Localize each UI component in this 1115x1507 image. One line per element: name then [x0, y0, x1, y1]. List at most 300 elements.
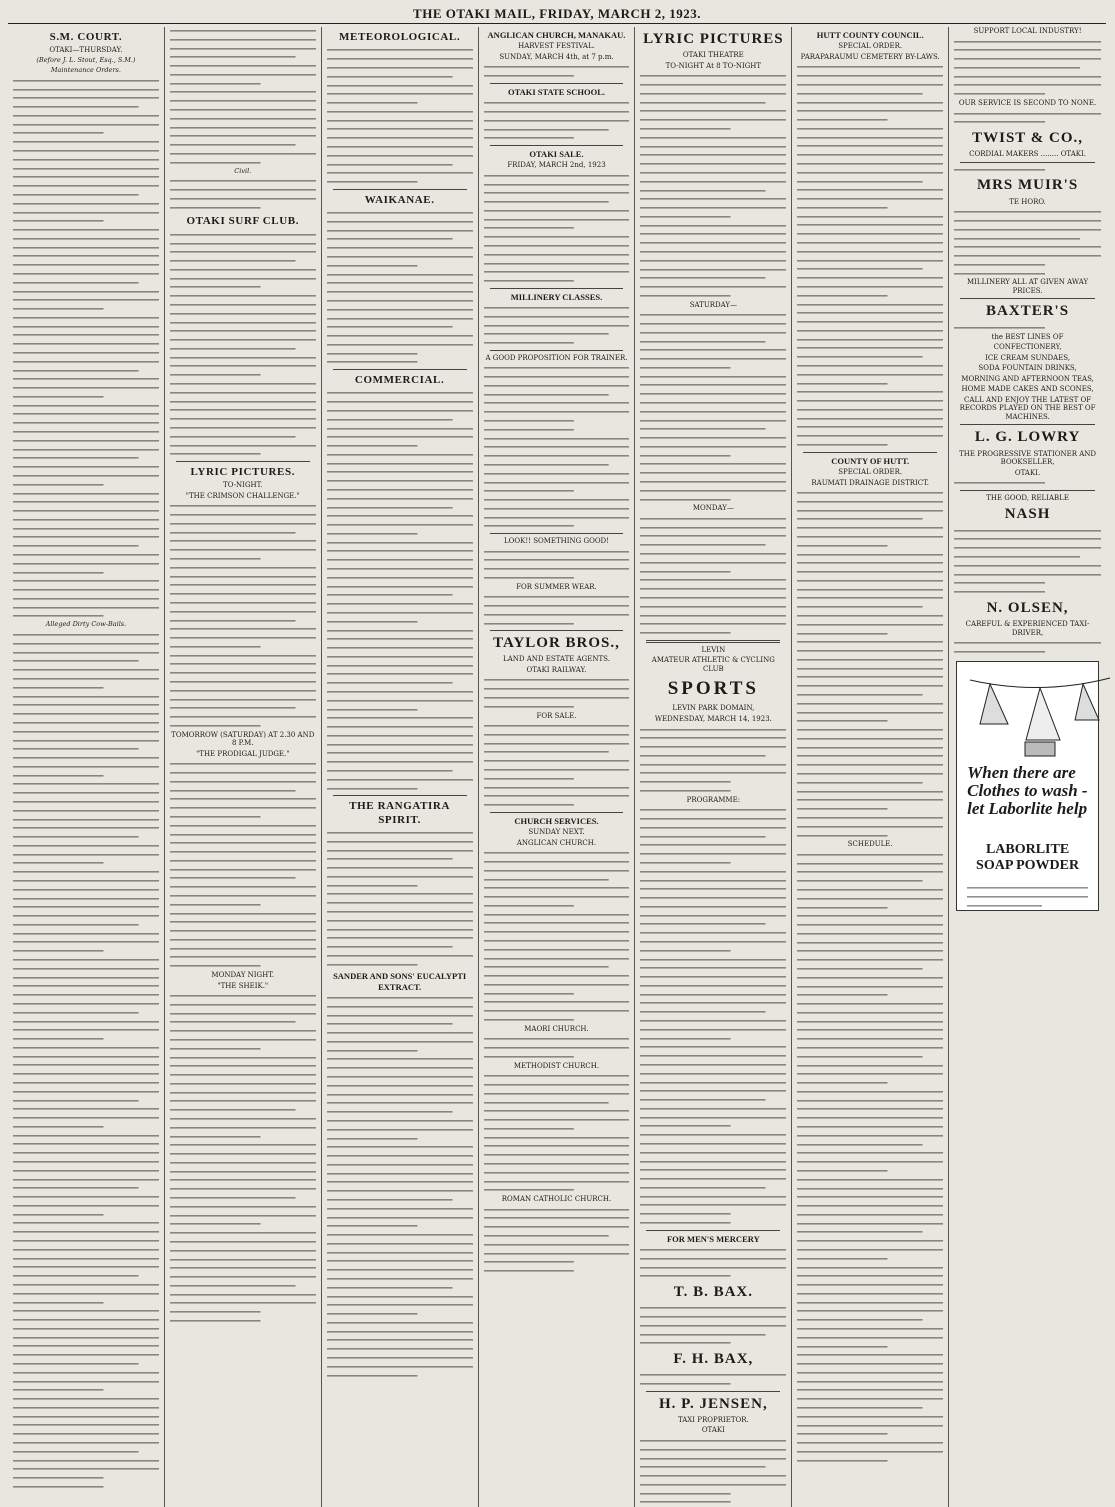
text-line: [327, 1196, 473, 1204]
text-line: [327, 227, 473, 235]
text-line: [797, 868, 943, 876]
notice-drainage: [797, 489, 943, 839]
text-line: [13, 833, 159, 841]
text-line: [954, 579, 1101, 587]
text-line: [13, 1105, 159, 1113]
text-line: [13, 1307, 159, 1315]
text-line: [484, 858, 630, 866]
council-heading: HUTT COUNTY COUNCIL.: [816, 30, 924, 40]
text-line: [640, 1371, 786, 1379]
text-line: [13, 701, 159, 709]
text-line: [170, 918, 316, 926]
text-line: [797, 1123, 943, 1131]
list-anglican: [484, 849, 630, 1023]
text-line: [327, 108, 473, 116]
text-line: [484, 172, 630, 180]
text-line: [484, 757, 630, 765]
text-line: [484, 775, 630, 783]
text-line: [640, 999, 786, 1007]
text-line: [13, 252, 159, 260]
text-line: [13, 1079, 159, 1087]
text-line: [640, 1437, 786, 1445]
text-line: [327, 1020, 473, 1028]
text-line: [484, 990, 630, 998]
text-line: [13, 1386, 159, 1394]
text-line: [640, 399, 786, 407]
ad-bax: [640, 1304, 786, 1347]
text-line: [13, 1219, 159, 1227]
text-line: [170, 590, 316, 598]
text-line: [797, 432, 943, 440]
ad-proposition: [484, 364, 630, 433]
ad-school: [484, 99, 630, 142]
text-line: [484, 224, 630, 232]
text-line: [640, 787, 786, 795]
text-line: [327, 574, 473, 582]
ad-taylor: [484, 676, 630, 710]
text-line: [797, 257, 943, 265]
divider: [960, 162, 1095, 163]
text-line: [797, 283, 943, 291]
text-line: [484, 277, 630, 285]
text-line: [640, 991, 786, 999]
text-line: [13, 1430, 159, 1438]
text-line: [797, 265, 943, 273]
text-line: [640, 143, 786, 151]
column-1: [8, 27, 165, 1507]
text-line: [170, 1115, 316, 1123]
text-line: [327, 1143, 473, 1151]
text-line: [484, 1044, 630, 1052]
text-line: [13, 684, 159, 692]
text-line: [327, 1108, 473, 1116]
text-line: [484, 1035, 630, 1043]
text-line: [170, 62, 316, 70]
text-line: [13, 1483, 159, 1491]
text-line: [327, 539, 473, 547]
masthead: THE OTAKI MAIL, FRIDAY, MARCH 2, 1923.: [8, 6, 1106, 24]
levin-heading: LEVIN: [701, 645, 726, 654]
text-line: [170, 1176, 316, 1184]
text-line: [327, 1214, 473, 1222]
text-line: [797, 1070, 943, 1078]
lyric-tomorrow-film: "THE PRODIGAL JUDGE.": [196, 749, 290, 758]
text-line: [797, 939, 943, 947]
text-line: [640, 1339, 786, 1347]
text-line: [170, 866, 316, 874]
text-line: [797, 1062, 943, 1070]
text-line: [13, 1474, 159, 1482]
text-line: [797, 1272, 943, 1280]
text-line: [13, 1044, 159, 1052]
text-line: [13, 428, 159, 436]
text-line: [327, 1038, 473, 1046]
text-line: [484, 461, 630, 469]
text-line: [13, 595, 159, 603]
text-line: [13, 657, 159, 665]
text-line: [797, 1281, 943, 1289]
text-line: [327, 1117, 473, 1125]
text-line: [484, 435, 630, 443]
support-heading: SUPPORT LOCAL INDUSTRY!: [973, 27, 1082, 35]
text-line: [797, 1299, 943, 1307]
text-line: [484, 556, 630, 564]
text-line: [170, 1273, 316, 1281]
text-line: [13, 930, 159, 938]
text-line: [170, 1168, 316, 1176]
text-line: [13, 1018, 159, 1026]
sports-details: [640, 726, 786, 795]
text-line: [954, 208, 1101, 216]
text-line: [484, 443, 630, 451]
text-line: [484, 963, 630, 971]
ad-bax2: [640, 1371, 786, 1387]
text-line: [640, 213, 786, 221]
text-line: [13, 1176, 159, 1184]
text-line: [640, 885, 786, 893]
text-line: [797, 134, 943, 142]
text-line: [797, 1316, 943, 1324]
text-line: [170, 1264, 316, 1272]
text-line: [170, 564, 316, 572]
ad-lowry: [954, 479, 1101, 487]
lyric-ad-theatre: OTAKI THEATRE: [682, 51, 744, 60]
text-line: [797, 301, 943, 309]
millinery-heading: MILLINERY CLASSES.: [510, 291, 603, 302]
text-line: [484, 1142, 630, 1150]
text-line: [797, 116, 943, 124]
muirs-heading: MRS MUIR'S: [976, 177, 1079, 194]
text-line: [797, 1422, 943, 1430]
text-line: [640, 841, 786, 849]
text-line: [13, 490, 159, 498]
text-line: [327, 1012, 473, 1020]
text-line: [954, 639, 1101, 647]
text-line: [170, 625, 316, 633]
text-line: [13, 1228, 159, 1236]
laborlite-advert: [956, 661, 1099, 911]
text-line: [13, 631, 159, 639]
text-line: [484, 470, 630, 478]
text-line: [484, 479, 630, 487]
text-line: [170, 831, 316, 839]
text-line: [327, 1293, 473, 1301]
text-line: [640, 947, 786, 955]
text-line: [484, 884, 630, 892]
text-line: [13, 710, 159, 718]
text-line: [13, 200, 159, 208]
text-line: [13, 577, 159, 585]
text-line: [13, 903, 159, 911]
rangatira-heading: THE RANGATIRA SPIRIT.: [349, 800, 451, 826]
text-line: [170, 945, 316, 953]
text-line: [797, 507, 943, 515]
text-line: [170, 529, 316, 537]
text-line: [640, 329, 786, 337]
text-line: [327, 1082, 473, 1090]
text-line: [327, 306, 473, 314]
text-line: [640, 850, 786, 858]
text-line: [327, 838, 473, 846]
text-line: [170, 883, 316, 891]
text-line: [327, 117, 473, 125]
text-line: [484, 1053, 630, 1061]
text-line: [13, 235, 159, 243]
text-line: [13, 1097, 159, 1105]
text-line: [327, 618, 473, 626]
text-line: [13, 666, 159, 674]
text-line: [327, 994, 473, 1002]
text-line: [484, 1160, 630, 1168]
text-line: [170, 248, 316, 256]
church-heading: ANGLICAN CHURCH, MANAKAU.: [487, 30, 626, 40]
article-commercial: [327, 389, 473, 792]
text-line: [484, 117, 630, 125]
text-line: [13, 182, 159, 190]
article-prodigal: [170, 760, 316, 970]
divider: [646, 1391, 780, 1392]
text-line: [797, 612, 943, 620]
text-line: [484, 408, 630, 416]
text-line: [797, 441, 943, 449]
text-line: [327, 1187, 473, 1195]
text-line: [484, 694, 630, 702]
text-line: [797, 63, 943, 71]
text-line: [797, 860, 943, 868]
text-line: [797, 1343, 943, 1351]
text-line: [13, 156, 159, 164]
text-line: [797, 1018, 943, 1026]
text-line: [170, 910, 316, 918]
column-6: [792, 27, 949, 1507]
baxter-soda: SODA FOUNTAIN DRINKS,: [978, 364, 1077, 373]
text-line: [797, 912, 943, 920]
text-line: [327, 899, 473, 907]
text-line: [13, 94, 159, 102]
text-line: [797, 1404, 943, 1412]
text-line: [13, 974, 159, 982]
text-line: [484, 198, 630, 206]
text-line: [797, 397, 943, 405]
text-line: [640, 1105, 786, 1113]
text-line: [327, 847, 473, 855]
text-line: [170, 275, 316, 283]
text-line: [797, 1360, 943, 1368]
text-line: [170, 283, 316, 291]
text-line: [13, 138, 159, 146]
olsen-subheading: CAREFUL & EXPERIENCED TAXI-DRIVER,: [965, 620, 1090, 637]
text-line: [640, 1472, 786, 1480]
text-line: [170, 892, 316, 900]
waikanae-heading: WAIKANAE.: [364, 193, 435, 206]
text-line: [327, 350, 473, 358]
text-line: [327, 1178, 473, 1186]
text-line: [484, 937, 630, 945]
text-line: [954, 235, 1101, 243]
text-line: [13, 859, 159, 867]
text-line: [484, 1081, 630, 1089]
lyric-heading: LYRIC PICTURES.: [190, 465, 296, 478]
sports-programme-list: [640, 806, 786, 1226]
text-line: [954, 544, 1101, 552]
text-line: [13, 1413, 159, 1421]
text-line: [797, 1044, 943, 1052]
text-line: [327, 460, 473, 468]
text-line: [13, 472, 159, 480]
text-line: [954, 90, 1101, 98]
text-line: [484, 1016, 630, 1024]
text-line: [13, 693, 159, 701]
divider: [490, 812, 624, 813]
harvest-heading: HARVEST FESTIVAL.: [518, 42, 595, 51]
school-heading: OTAKI STATE SCHOOL.: [507, 86, 606, 97]
text-line: [170, 1124, 316, 1132]
text-line: [797, 621, 943, 629]
text-line: [484, 1214, 630, 1222]
text-line: [484, 330, 630, 338]
mens-mercery-heading: FOR MEN'S MERCERY: [666, 1233, 760, 1244]
text-line: [327, 926, 473, 934]
text-line: [797, 559, 943, 567]
text-line: [327, 1099, 473, 1107]
text-line: [327, 679, 473, 687]
text-line: [13, 217, 159, 225]
text-line: [13, 1351, 159, 1359]
text-line: [327, 749, 473, 757]
text-line: [13, 1140, 159, 1148]
text-line: [640, 1380, 786, 1388]
text-line: [170, 1299, 316, 1307]
text-line: [640, 1304, 786, 1312]
lyric-tonight: TO-NIGHT.: [223, 481, 263, 490]
text-line: [797, 309, 943, 317]
text-line: [327, 341, 473, 349]
text-line: [13, 270, 159, 278]
text-line: [484, 72, 630, 80]
divider: [646, 640, 780, 643]
text-line: [640, 222, 786, 230]
text-line: [170, 1001, 316, 1009]
text-line: [484, 126, 630, 134]
text-line: [327, 64, 473, 72]
text-line: [640, 964, 786, 972]
text-line: [13, 675, 159, 683]
text-line: [327, 1275, 473, 1283]
text-line: [13, 956, 159, 964]
text-line: [797, 594, 943, 602]
text-line: [640, 824, 786, 832]
text-line: [640, 1193, 786, 1201]
church-services-sub: SUNDAY NEXT.: [528, 828, 585, 837]
text-line: [797, 230, 943, 238]
divider: [960, 298, 1095, 299]
text-line: [327, 1328, 473, 1336]
text-line: [954, 226, 1101, 234]
text-line: [640, 894, 786, 902]
text-line: [327, 1354, 473, 1362]
text-line: [170, 319, 316, 327]
text-line: [484, 207, 630, 215]
text-line: [484, 216, 630, 224]
text-line: [484, 1116, 630, 1124]
text-line: [967, 893, 1088, 901]
text-line: [640, 460, 786, 468]
text-line: [484, 946, 630, 954]
text-line: [484, 417, 630, 425]
text-line: [13, 1342, 159, 1350]
text-line: [640, 355, 786, 363]
harvest-date: SUNDAY, MARCH 4th, at 7 p.m.: [499, 52, 614, 61]
text-line: [327, 556, 473, 564]
text-line: [170, 450, 316, 458]
text-line: [13, 1026, 159, 1034]
text-line: [170, 398, 316, 406]
olsen-heading: N. OLSEN,: [986, 599, 1069, 616]
text-line: [13, 103, 159, 111]
text-line: [327, 218, 473, 226]
text-line: [327, 90, 473, 98]
text-line: [13, 112, 159, 120]
text-line: [13, 560, 159, 568]
meteorological-heading: METEOROLOGICAL.: [339, 31, 461, 43]
text-line: [13, 384, 159, 392]
text-line: [640, 1455, 786, 1463]
text-line: [170, 1159, 316, 1167]
baxter-best-lines: the BEST LINES OF: [991, 332, 1064, 341]
washing-line-illustration: [965, 670, 1115, 760]
text-line: [13, 1395, 159, 1403]
surf-club-heading: OTAKI SURF CLUB.: [186, 215, 300, 228]
text-line: [484, 108, 630, 116]
text-line: [484, 1072, 630, 1080]
text-line: [797, 1176, 943, 1184]
nash-pre: THE GOOD, RELIABLE: [986, 493, 1069, 502]
text-line: [13, 331, 159, 339]
text-line: [484, 364, 630, 372]
text-line: [327, 530, 473, 538]
text-line: [170, 874, 316, 882]
text-line: [170, 424, 316, 432]
text-line: [327, 244, 473, 252]
ad-jensen: [640, 1437, 786, 1506]
text-line: [640, 1272, 786, 1280]
text-line: [170, 581, 316, 589]
text-line: [640, 1322, 786, 1330]
text-line: [13, 367, 159, 375]
text-line: [484, 565, 630, 573]
something-good-heading: LOOK!! SOMETHING GOOD!: [503, 537, 609, 545]
text-line: [170, 354, 316, 362]
text-line: [484, 514, 630, 522]
divider: [490, 83, 624, 84]
text-line: [13, 1193, 159, 1201]
text-line: [170, 301, 316, 309]
text-line: [484, 784, 630, 792]
text-line: [170, 537, 316, 545]
text-line: [170, 240, 316, 248]
text-line: [170, 345, 316, 353]
text-line: [967, 884, 1088, 892]
text-line: [170, 336, 316, 344]
text-line: [170, 617, 316, 625]
service-heading: OUR SERVICE IS SECOND TO NONE.: [958, 99, 1097, 107]
text-line: [327, 512, 473, 520]
text-line: [170, 546, 316, 554]
text-line: [797, 656, 943, 664]
text-line: [13, 798, 159, 806]
text-line: [13, 1167, 159, 1175]
text-line: [327, 1073, 473, 1081]
